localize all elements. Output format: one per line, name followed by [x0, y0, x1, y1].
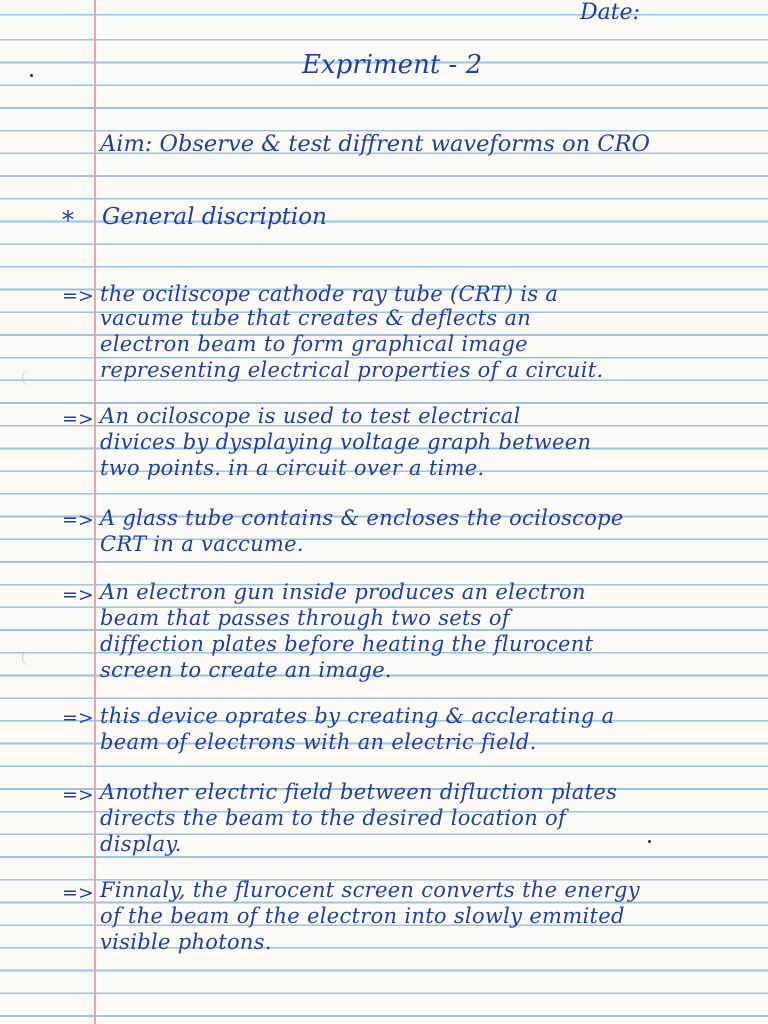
ink-dot	[648, 840, 651, 843]
date-label: Date:	[580, 0, 641, 25]
ink-dot	[30, 74, 33, 77]
point-2-line-3: two points. in a circuit over a time.	[100, 456, 485, 480]
point-7-line-3: visible photons.	[100, 930, 272, 954]
bullet-arrow: =>	[62, 285, 94, 307]
point-7-line-2: of the beam of the electron into slowly emmited	[100, 904, 625, 928]
point-1-line-2: vacume tube that creates & deflects an	[100, 306, 532, 330]
point-2-line-1: An ociloscope is used to test electrical	[100, 404, 521, 428]
page-title: Expriment - 2	[302, 50, 483, 80]
point-1-line-3: electron beam to form graphical image	[100, 332, 528, 356]
point-4-line-1: An electron gun inside produces an electron	[100, 580, 586, 604]
bullet-arrow: =>	[62, 509, 94, 531]
point-4-line-4: screen to create an image.	[100, 658, 392, 682]
bullet-arrow: =>	[62, 784, 94, 806]
punch-hole	[22, 370, 39, 386]
point-6-line-2: directs the beam to the desired location of	[100, 806, 567, 830]
bullet-arrow: =>	[62, 584, 94, 606]
margin-line	[94, 0, 96, 1024]
point-5-line-1: this device oprates by creating & acclerating a	[100, 704, 615, 728]
bullet-arrow: =>	[62, 408, 94, 430]
point-6-line-1: Another electric field between difluction plates	[100, 780, 618, 804]
point-4-line-2: beam that passes through two sets of	[100, 606, 510, 630]
punch-hole	[22, 650, 39, 666]
point-1-line-1: the ociliscope cathode ray tube (CRT) is a	[100, 282, 559, 306]
point-1-line-4: representing electrical properties of a circuit.	[100, 358, 604, 382]
bullet-arrow: =>	[62, 882, 94, 904]
bullet-arrow: =>	[62, 707, 94, 729]
section-marker: *	[62, 206, 74, 234]
point-3-line-2: CRT in a vaccume.	[100, 532, 304, 556]
point-3-line-1: A glass tube contains & encloses the ociloscope	[100, 506, 624, 530]
point-5-line-2: beam of electrons with an electric field.	[100, 730, 537, 754]
point-6-line-3: display.	[100, 832, 182, 856]
point-7-line-1: Finnaly, the flurocent screen converts the energy	[100, 878, 640, 902]
point-4-line-3: diffection plates before heating the flurocent	[100, 632, 594, 656]
aim-line: Aim: Observe & test diffrent waveforms on CRO	[100, 131, 650, 157]
section-heading: General discription	[102, 204, 327, 230]
point-2-line-2: divices by dysplaying voltage graph between	[100, 430, 592, 454]
